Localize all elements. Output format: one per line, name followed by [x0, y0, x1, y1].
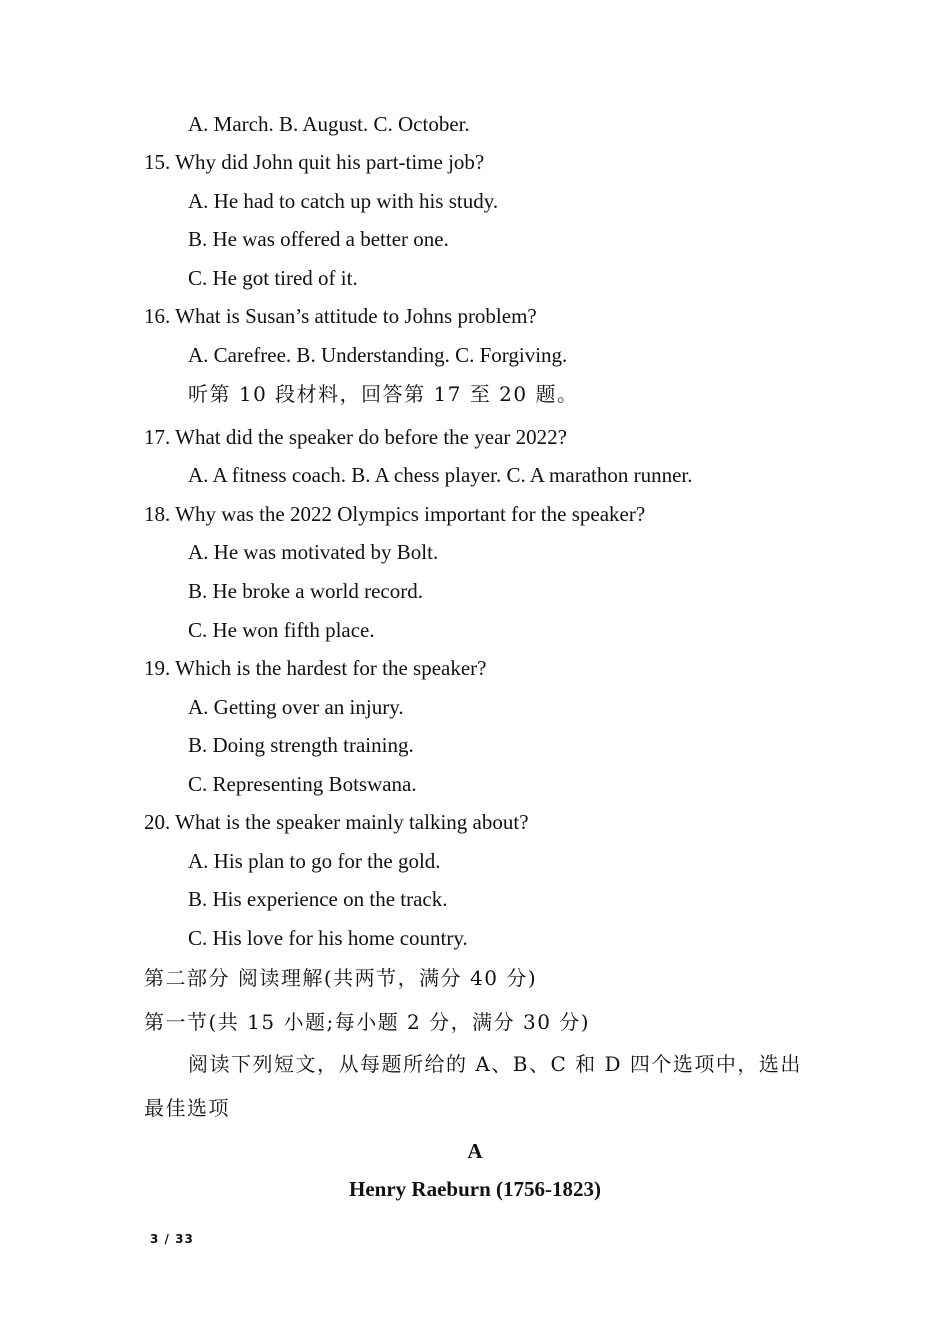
option-19a: A. Getting over an injury. — [188, 695, 404, 719]
option-20b: B. His experience on the track. — [188, 887, 448, 911]
option-19c: C. Representing Botswana. — [188, 772, 417, 796]
question-19: 19. Which is the hardest for the speaker? — [144, 656, 487, 680]
question-20: 20. What is the speaker mainly talking about? — [144, 810, 529, 834]
option-20c: C. His love for his home country. — [188, 926, 468, 950]
reading-instruction-cont: 最佳选项 — [144, 1096, 230, 1120]
passage-title: Henry Raeburn (1756-1823) — [349, 1177, 601, 1201]
section-heading-part2: 第二部分 阅读理解(共两节，满分 40 分) — [144, 966, 538, 990]
option-15c: C. He got tired of it. — [188, 266, 358, 290]
passage-label: A — [467, 1139, 483, 1163]
section-heading-part2-section1: 第一节(共 15 小题;每小题 2 分，满分 30 分) — [144, 1010, 591, 1034]
option-18b: B. He broke a world record. — [188, 579, 423, 603]
question-15: 15. Why did John quit his part-time job? — [144, 150, 485, 174]
page-number: 3 / 33 — [150, 1232, 194, 1246]
listening-instruction: 听第 10 段材料，回答第 17 至 20 题。 — [188, 382, 579, 406]
option-20a: A. His plan to go for the gold. — [188, 849, 441, 873]
question-18: 18. Why was the 2022 Olympics important for the speaker? — [144, 502, 646, 526]
option-15b: B. He was offered a better one. — [188, 227, 449, 251]
answer-options-16: A. Carefree. B. Understanding. C. Forgiving. — [188, 343, 568, 367]
option-19b: B. Doing strength training. — [188, 733, 414, 757]
answer-options-17: A. A fitness coach. B. A chess player. C. A marathon runner. — [188, 463, 693, 487]
reading-instruction: 阅读下列短文，从每题所给的 A、B、C 和 D 四个选项中，选出 — [188, 1052, 802, 1076]
answer-options-14: A. March. B. August. C. October. — [188, 112, 470, 136]
question-16: 16. What is Susan’s attitude to Johns problem? — [144, 304, 537, 328]
option-18a: A. He was motivated by Bolt. — [188, 540, 439, 564]
option-18c: C. He won fifth place. — [188, 618, 375, 642]
question-17: 17. What did the speaker do before the year 2022? — [144, 425, 567, 449]
option-15a: A. He had to catch up with his study. — [188, 189, 499, 213]
